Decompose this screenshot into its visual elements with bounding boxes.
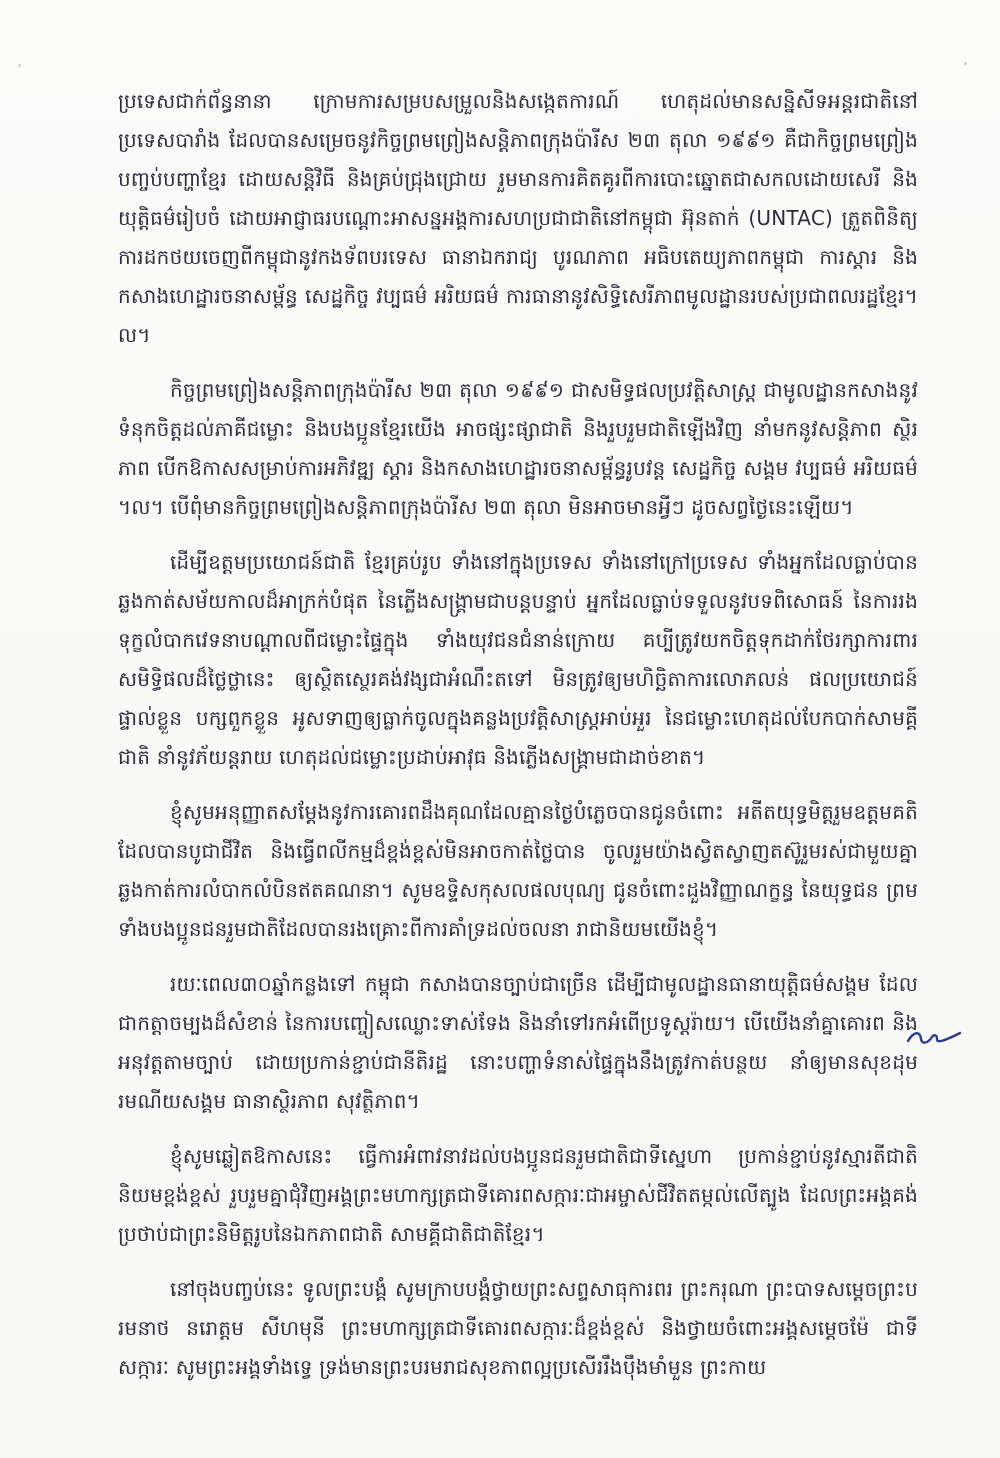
paragraph-6: ខ្ញុំសូមឆ្លៀតឱកាសនេះ ធ្វើការអំពាវនាវដល់បងប្អូនជនរួមជាតិជាទីស្នេហា ប្រកាន់ខ្ជាប់នូវស្មារតីជាតិនិយមខ្ពង់ខ្ពស់ រួបរួមគ្នាជុំវិញអង្គព្រះមហាក្សត្រជាទីគោរពសក្ការៈជាអម្ចាស់ជីវិតតម្កល់លើត្បូង ដែលព្រះអង្គគង់ប្រថាប់ជាព្រះនិមិត្តរូបនៃឯកភាពជាតិ សាមគ្គីជាតិជាតិខ្មែរ។ xyxy=(118,1144,918,1246)
scan-artifact-dot xyxy=(18,64,21,67)
paragraph-3: ដើម្បីឧត្តមប្រយោជន៍ជាតិ ខ្មែរគ្រប់រូប ទាំងនៅក្នុងប្រទេស ទាំងនៅក្រៅប្រទេស ទាំងអ្នកដែលធ្លាប់បានឆ្លងកាត់សម័យកាលដ៏អាក្រក់បំផុត នៃភ្លើងសង្គ្រាមជាបន្តបន្ទាប់ អ្នកដែលធ្លាប់ទទួលនូវបទពិសោធន៍ នៃការរងទុក្ខលំបាកវេទនាបណ្ដាលពីជម្លោះផ្ទៃក្នុង ទាំងយុវជនជំនាន់ក្រោយ គប្បីត្រូវយកចិត្តទុកដាក់ថែរក្សាការពារ សមិទ្ធិផលដ៏ថ្លៃថ្លានេះ ឲ្យស្ថិតស្ថេរគង់វង្សជាអំណឹះតទៅ មិនត្រូវឲ្យមហិច្ឆិតាការលោភលន់ ផលប្រយោជន៍ ផ្ទាល់ខ្លួន បក្សពួកខ្លួន អូសទាញឲ្យធ្លាក់ចូលក្នុងគន្លងប្រវត្តិសាស្ត្រអាប់អួរ នៃជម្លោះហេតុដល់បែកបាក់សាមគ្គីជាតិ នាំនូវភ័យន្តរាយ ហេតុដល់ជម្លោះប្រដាប់អាវុធ និងភ្លើងសង្គ្រាមជាដាច់ខាត។ xyxy=(118,550,918,769)
scan-artifact-dot xyxy=(964,62,967,65)
paragraph-2: កិច្ចព្រមព្រៀងសន្តិភាពក្រុងប៉ារីស ២៣ តុលា ១៩៩១ ជាសមិទ្ធផលប្រវត្តិសាស្ត្រ ជាមូលដ្ឋានកសាងនូវទំនុកចិត្តដល់ភាគីជម្លោះ និងបងប្អូនខ្មែរយើង អាចផ្សះផ្សាជាតិ និងរួបរួមជាតិឡើងវិញ នាំមកនូវសន្តិភាព ស្ថិរភាព បើកឱកាសសម្រាប់ការអភិវឌ្ឍ ស្តារ និងកសាងហេដ្ឋារចនាសម្ព័ន្ធរូបវន្ត សេដ្ឋកិច្ច សង្គម វប្បធម៌ អរិយធម៌ ។ល។ បើពុំមានកិច្ចព្រមព្រៀងសន្តិភាពក្រុងប៉ារីស ២៣ តុលា មិនអាចមានអ្វីៗ ដូចសព្វថ្ងៃនេះឡើយ។ xyxy=(118,378,918,519)
paragraph-7: នៅចុងបញ្ចប់នេះ ទូលព្រះបង្គំ សូមក្រាបបង្គំថ្វាយព្រះសព្ទសាធុការពរ ព្រះករុណា ព្រះបាទសម្តេចព្រះបរមនាថ នរោត្តម សីហមុនី ព្រះមហាក្សត្រជាទីគោរពសក្ការៈដ៏ខ្ពង់ខ្ពស់ និងថ្វាយចំពោះអង្គសម្តេចម៉ែ ជាទីសក្ការៈ សូមព្រះអង្គទាំងទ្វេ ទ្រង់មានព្រះបរមរាជសុខភាពល្អប្រសើររឹងប៉ឹងមាំមួន ព្រះកាយ xyxy=(118,1277,918,1379)
paragraph-4: ខ្ញុំសូមអនុញ្ញាតសម្តែងនូវការគោរពដឹងគុណដែលគ្មានថ្ងៃបំភ្លេចបានជូនចំពោះ អតីតយុទ្ធមិត្តរួមឧត្តមគតិ ដែលបានបូជាជីវិត និងធ្វើពលីកម្មដ៏ខ្ពង់ខ្ពស់មិនអាចកាត់ថ្លៃបាន ចូលរួមយ៉ាងស្វិតស្វាញតស៊ូរួមរស់ជាមួយគ្នាឆ្លងកាត់ការលំបាកលំបិនឥតគណនា។ សូមឧទ្ទិសកុសលផលបុណ្យ ជូនចំពោះដួងវិញ្ញាណក្ខន្ធ នៃយុទ្ធជន ព្រមទាំងបងប្អូនជនរួមជាតិដែលបានរងគ្រោះពីការគាំទ្រដល់ចលនា រាជានិយមយើងខ្ញុំ។ xyxy=(118,800,918,941)
paragraph-1: ប្រទេសជាក់ព័ន្ធនានា ក្រោមការសម្របសម្រួលនិងសង្កេតការណ៍ ហេតុដល់មានសន្និសីទអន្តរជាតិនៅប្រទេសបារាំង ដែលបានសម្រេចនូវកិច្ចព្រមព្រៀងសន្តិភាពក្រុងប៉ារីស ២៣ តុលា ១៩៩១ គឺជាកិច្ចព្រមព្រៀងបញ្ចប់បញ្ហាខ្មែរ ដោយសន្តិវិធី និងគ្រប់ជ្រុងជ្រោយ រួមមានការគិតគូរពីការបោះឆ្នោតជាសកលដោយសេរី និងយុត្តិធម៌រៀបចំ ដោយអាជ្ញាធរបណ្ដោះអាសន្នអង្គការសហប្រជាជាតិនៅកម្ពុជា អ៊ុនតាក់ (UNTAC) ត្រួតពិនិត្យការដកថយចេញពីកម្ពុជានូវកងទ័ពបរទេស ធានាឯករាជ្យ បូរណភាព អធិបតេយ្យភាពកម្ពុជា ការស្តារ និងកសាងហេដ្ឋារចនាសម្ព័ន្ធ សេដ្ឋកិច្ច វប្បធម៌ អរិយធម៌ ការធានានូវសិទ្ធិសេរីភាពមូលដ្ឋានរបស់ប្រជាពលរដ្ឋខ្មែរ។ល។ xyxy=(118,89,918,347)
initial-mark-icon xyxy=(906,1025,962,1049)
document-body xyxy=(118,82,918,1403)
paragraph-5: រយៈពេល៣០ឆ្នាំកន្លងទៅ កម្ពុជា កសាងបានច្បាប់ជាច្រើន ដើម្បីជាមូលដ្ឋានធានាយុត្តិធម៌សង្គម ដែលជាកត្តាចម្បងដ៏សំខាន់ នៃការបញ្ចៀសឈ្លោះទាស់ទែង និងនាំទៅរកអំពើប្រទូស្តរ៉ាយ។ បើយើងនាំគ្នាគោរព និងអនុវត្តតាមច្បាប់ ដោយប្រកាន់ខ្ជាប់ជានីតិរដ្ឋ នោះបញ្ហាទំនាស់ផ្ទៃក្នុងនឹងត្រូវកាត់បន្ថយ នាំឲ្យមានសុខដុម រមណីយសង្គម ធានាស្ថិរភាព សុវត្ថិភាព។ xyxy=(118,972,918,1113)
